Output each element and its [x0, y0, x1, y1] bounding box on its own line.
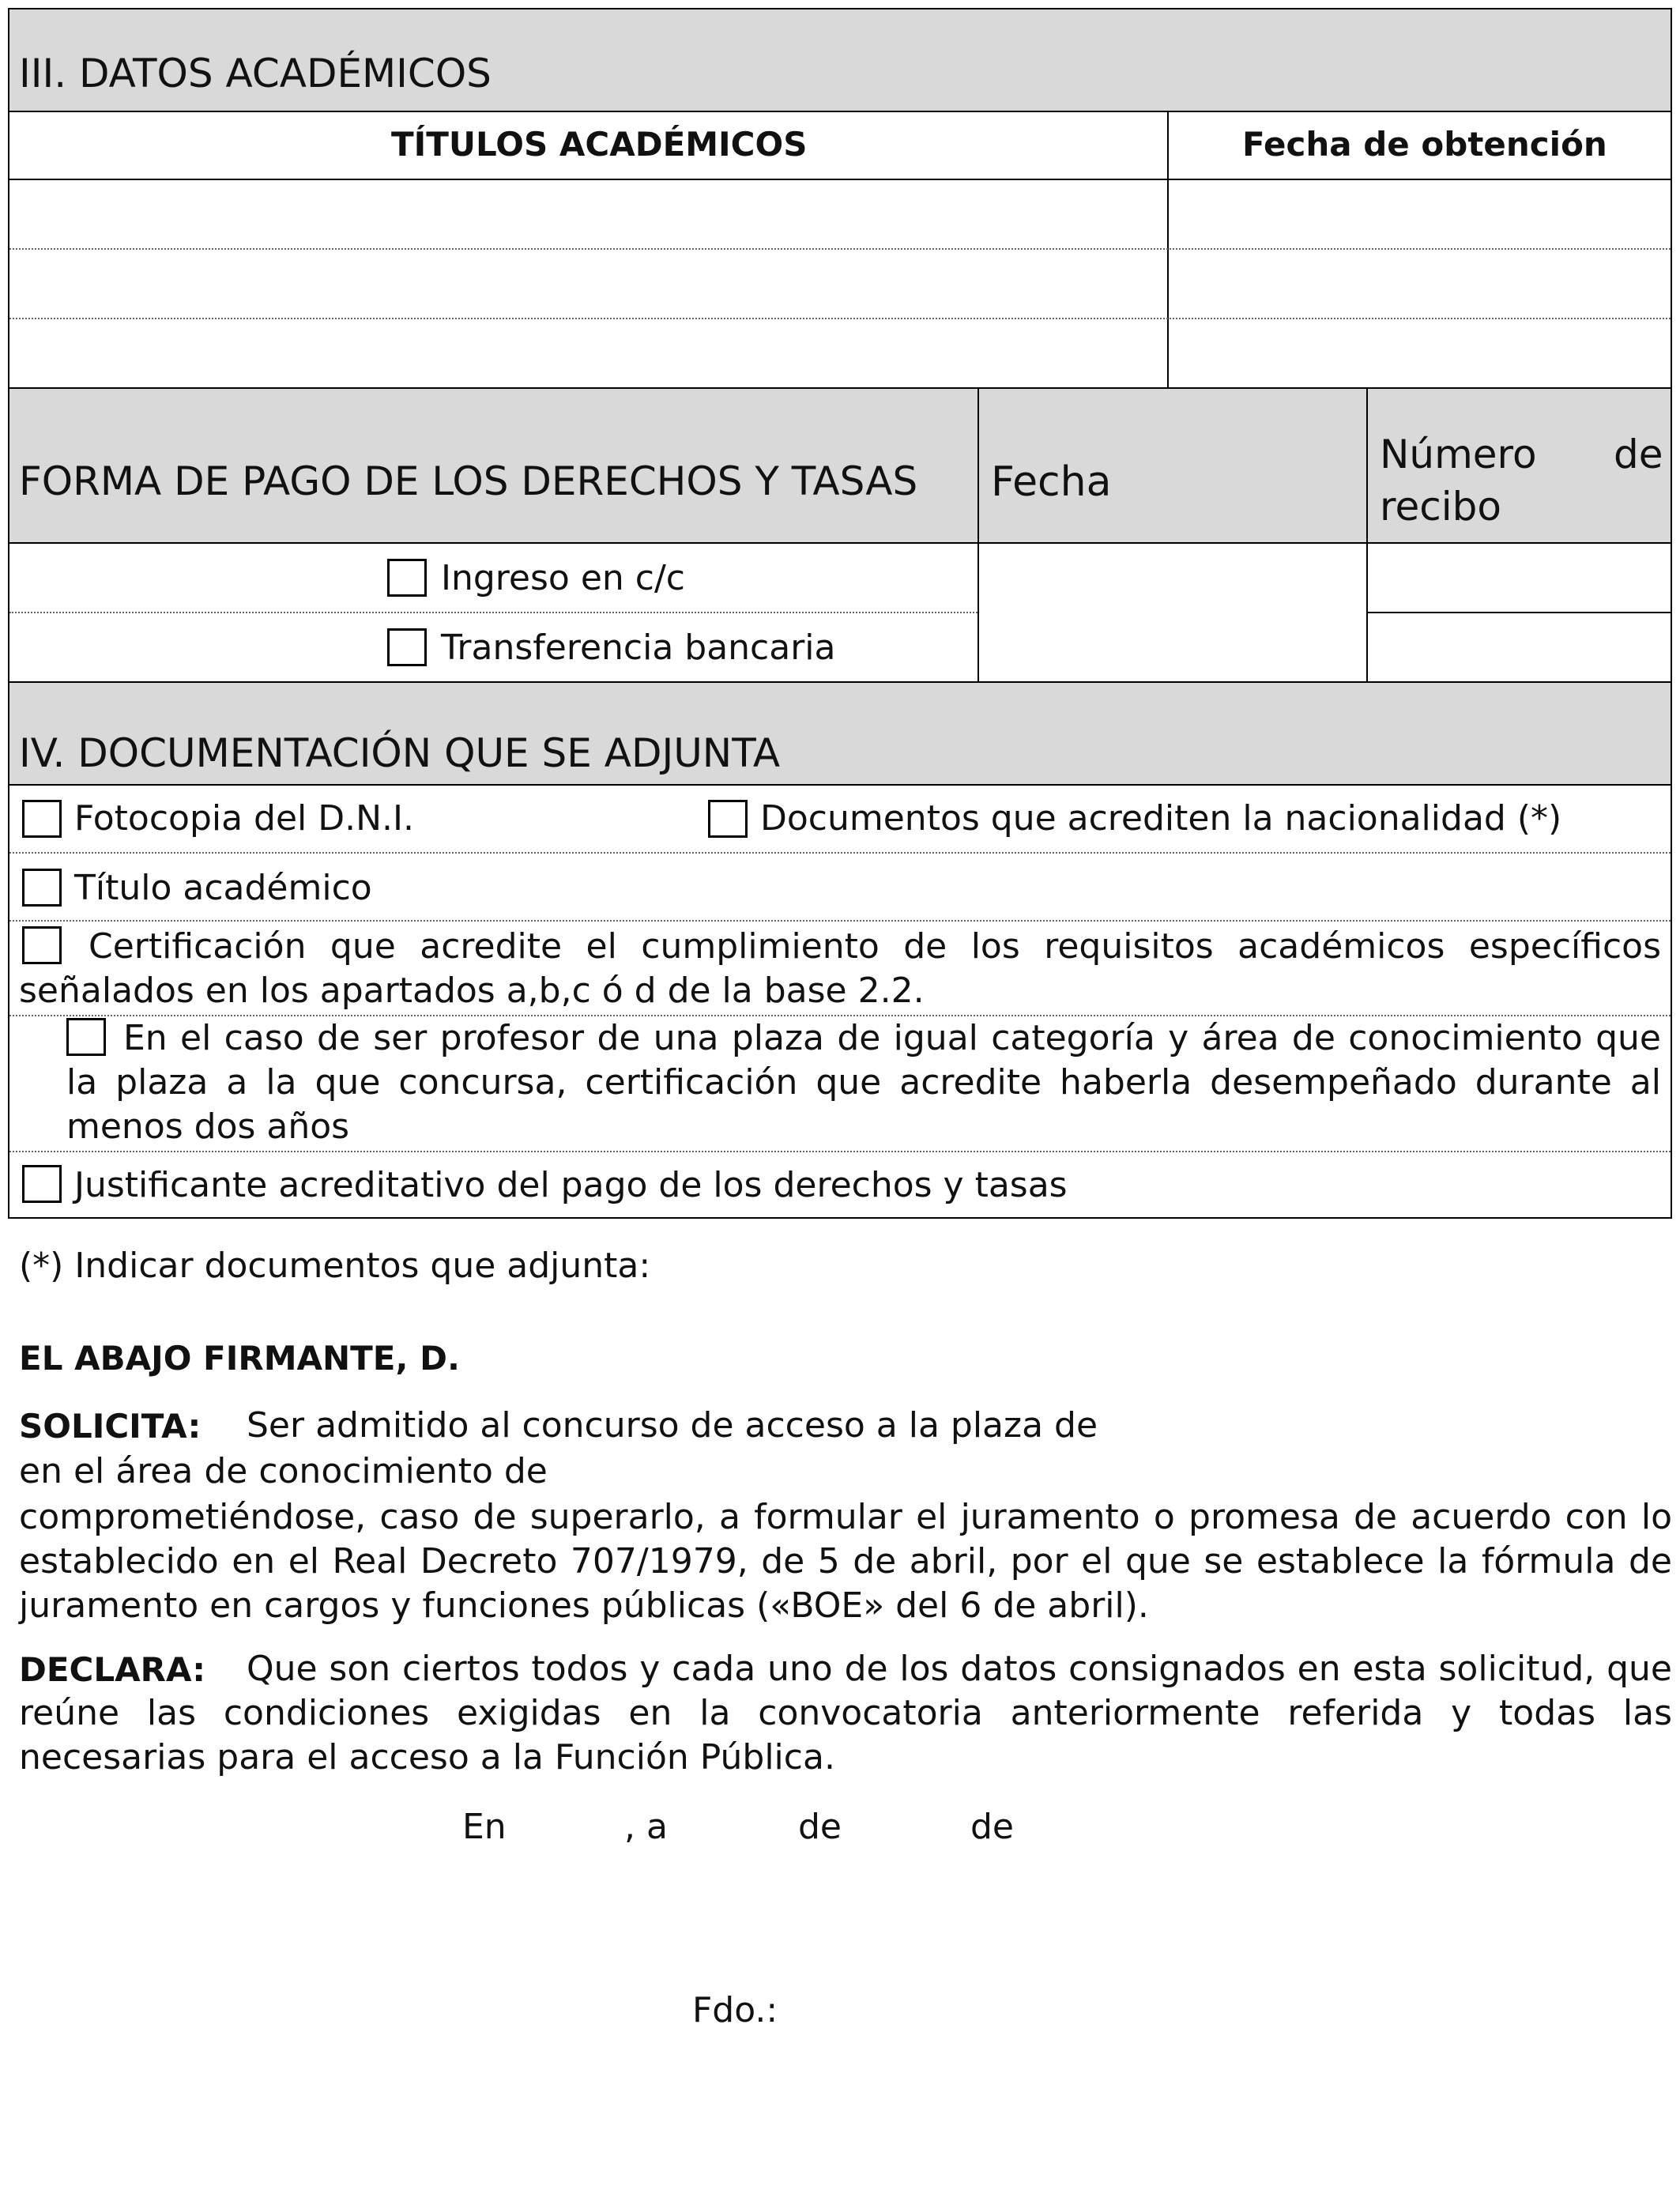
- receipt-number-header-de: de: [1614, 432, 1663, 477]
- bank-deposit-label: Ingreso en c/c: [441, 558, 685, 598]
- solicita-label: SOLICITA:: [19, 1407, 202, 1446]
- title-entry-field-2[interactable]: [9, 250, 1166, 318]
- receipt-number-field-1[interactable]: [1368, 544, 1671, 612]
- dni-copy-checkbox[interactable]: [22, 800, 62, 838]
- professor-experience-checkbox[interactable]: [66, 1018, 106, 1056]
- declara-label: DECLARA:: [19, 1650, 206, 1689]
- declara-line-1: Que son ciertos todos y cada uno de los datos consignados en esta solicitud, que: [247, 1649, 1672, 1689]
- place-a: , a: [624, 1807, 668, 1847]
- date-entry-field-1[interactable]: [1169, 180, 1671, 248]
- signer-label: EL ABAJO FIRMANTE, D.: [19, 1339, 460, 1378]
- receipt-number-field-2[interactable]: [1368, 613, 1671, 681]
- date-entry-field-3[interactable]: [1169, 319, 1671, 387]
- payment-date-field-1[interactable]: [979, 544, 1365, 612]
- bank-transfer-checkbox[interactable]: [387, 628, 427, 666]
- professor-experience-label-2: la plaza a la que concursa, certificación que acredite haberla desempeñado durante al: [66, 1062, 1661, 1103]
- solicita-line-1: Ser admitido al concurso de acceso a la plaza de: [247, 1405, 1098, 1446]
- dni-copy-label: Fotocopia del D.N.I.: [74, 798, 414, 839]
- receipt-number-header-2: recibo: [1380, 484, 1501, 530]
- academic-requirements-cert-label-2: señalados en los apartados a,b,c ó d de la base 2.2.: [19, 971, 925, 1011]
- titles-column-header: TÍTULOS ACADÉMICOS: [391, 125, 808, 164]
- place-en: En: [462, 1807, 507, 1847]
- payment-proof-label: Justificante acreditativo del pago de los derechos y tasas: [74, 1165, 1068, 1205]
- date-entry-field-2[interactable]: [1169, 250, 1671, 318]
- declara-line-3: necesarias para el acceso a la Función Pública.: [19, 1737, 835, 1777]
- title-entry-field-1[interactable]: [9, 180, 1166, 248]
- bank-deposit-checkbox[interactable]: [387, 559, 427, 597]
- academic-requirements-cert-label: Certificación que acredite el cumplimiento de los requisitos académicos específicos: [89, 926, 1661, 967]
- date-de-2: de: [970, 1807, 1014, 1847]
- payment-title: FORMA DE PAGO DE LOS DERECHOS Y TASAS: [19, 458, 918, 504]
- date-obtained-column-header: Fecha de obtención: [1242, 125, 1607, 164]
- payment-proof-checkbox[interactable]: [22, 1165, 62, 1203]
- payment-date-header: Fecha: [991, 458, 1112, 506]
- solicita-line-2: en el área de conocimiento de: [19, 1451, 548, 1491]
- nationality-docs-label: Documentos que acrediten la nacionalidad (*): [760, 798, 1562, 839]
- receipt-number-header: Número: [1380, 432, 1537, 477]
- professor-experience-label: En el caso de ser profesor de una plaza de igual categoría y área de conocimiento que: [123, 1018, 1661, 1058]
- signature-label: Fdo.:: [692, 1990, 778, 2030]
- declara-line-2: reúne las condiciones exigidas en la convocatoria anteriormente referida y todas las: [19, 1693, 1672, 1733]
- bank-transfer-label: Transferencia bancaria: [441, 628, 836, 668]
- solicita-line-5: juramento en cargos y funciones públicas («BOE» del 6 de abril).: [19, 1585, 1149, 1626]
- date-de-1: de: [798, 1807, 842, 1847]
- payment-date-field-2[interactable]: [979, 613, 1365, 681]
- footnote: (*) Indicar documentos que adjunta:: [19, 1246, 651, 1286]
- solicita-line-3: comprometiéndose, caso de superarlo, a formular el juramento o promesa de acuerdo con lo: [19, 1497, 1672, 1537]
- documents-section-title: IV. DOCUMENTACIÓN QUE SE ADJUNTA: [19, 730, 781, 776]
- academic-section-title: III. DATOS ACADÉMICOS: [19, 51, 492, 96]
- academic-degree-checkbox[interactable]: [22, 869, 62, 907]
- title-entry-field-3[interactable]: [9, 319, 1166, 387]
- academic-requirements-cert-checkbox[interactable]: [22, 926, 62, 964]
- professor-experience-label-3: menos dos años: [66, 1106, 350, 1147]
- academic-degree-label: Título académico: [74, 868, 372, 908]
- nationality-docs-checkbox[interactable]: [708, 800, 748, 838]
- solicita-line-4: establecido en el Real Decreto 707/1979, de 5 de abril, por el que se establece la fórmula de: [19, 1541, 1672, 1581]
